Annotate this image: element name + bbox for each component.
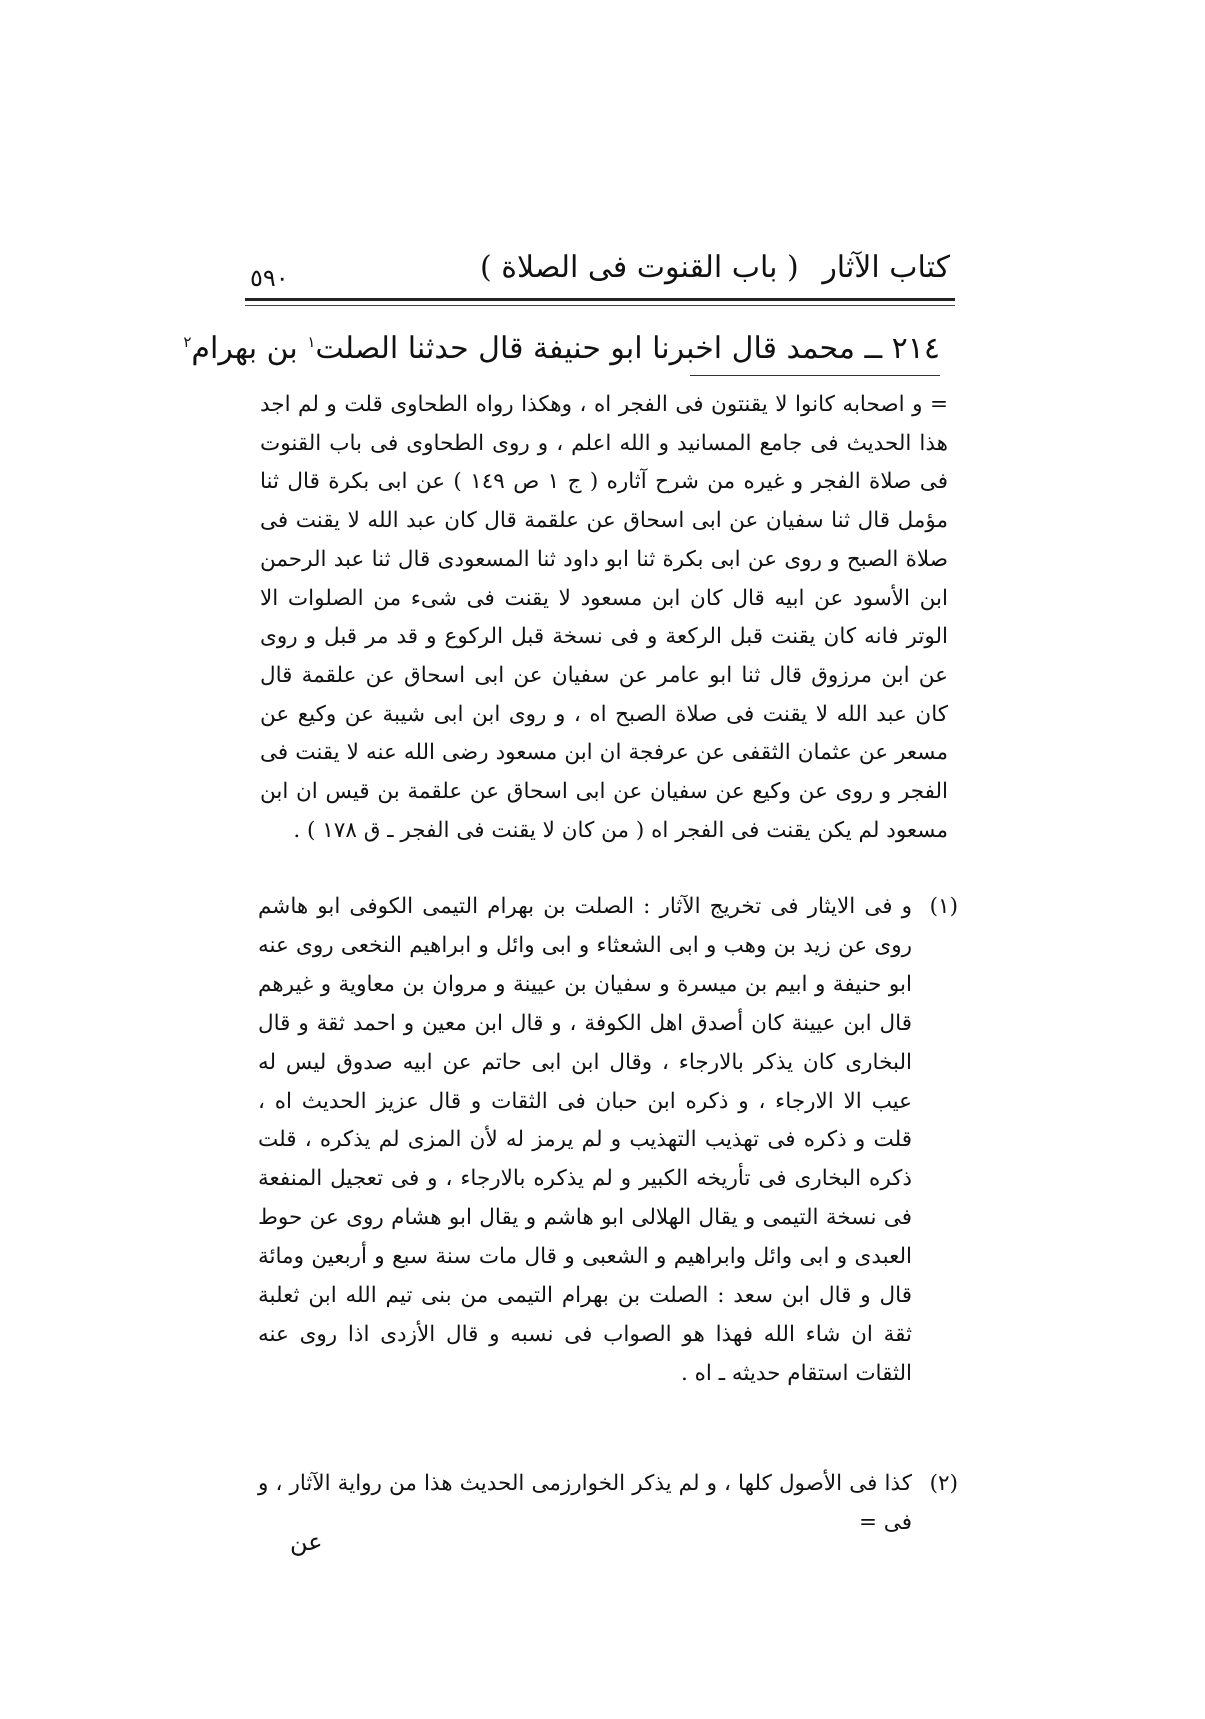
footnote-ref-1: ١ [307,333,316,351]
footnote-text: كذا فى الأصول كلها ، و لم يذكر الخوارزمى الحديث هذا من رواية الآثار ، و فى = [258,1471,912,1535]
footnote-ref-2: ٢ [183,333,192,351]
header-rule-thin [245,305,955,306]
chapter-title: ( باب القنوت فى الصلاة ) [480,250,799,285]
separator-rule [690,375,940,376]
page-header [250,248,950,298]
footnote-text: و فى الايثار فى تخريج الآثار : الصلت بن بهرام التيمى الكوفى ابو هاشم روى عن زيد بن وهب و ابى الشعثاء و ابى وائل و ابراهيم النخعى روى عنه ابو حنيفة و ابيم بن ميسرة و سفيان بن عيينة و مروان بن معاوية و غيرهم قال ابن عيينة كان أصدق اهل الكوفة ، و قال ابن معين و احمد ثقة و قال البخارى كان يذكر بالارجاء ، وقال ابن ابى حاتم عن ابيه صدوق ليس له عيب الا الارجاء ، و ذكره ابن حبان فى الثقات و قال عزيز الحديث اه ، قلت و ذكره فى تهذيب التهذيب و لم يرمز له لأن المزى لم يذكره ، قلت ذكره البخارى فى تأريخه الكبير و لم يذكره بالارجاء ، و فى تعجيل المنفعة فى نسخة التيمى و يقال الهلالى ابو هاشم و يقال ابو هشام روى عن حوط العبدى و ابى وائل وابراهيم و الشعبى و قال مات سنة سبع و أربعين ومائة قال و قال ابن سعد : الصلت بن بهرام التيمى من بنى تيم الله ابن ثعلبة ثقة ان شاء الله فهذا هو الصواب فى نسبه و قال الأزدى اذا روى عنه الثقات استقام حديثه ـ اه . [258,894,912,1386]
footnote-number: (١) [929,894,958,919]
footnote-1 [258,888,958,1394]
hadith-text: ٢١٤ ــ محمد قال اخبرنا ابو حنيفة قال حدثنا الصلت$^١$ بن بهرام$^٢$ [183,331,940,366]
book-title: كتاب الآثار [822,250,950,285]
page-number: ٥٩٠ [250,264,289,292]
catchword: عن [290,1528,323,1556]
header-rule [245,298,955,301]
commentary-text: = و اصحابه كانوا لا يقنتون فى الفجر اه ، وهكذا رواه الطحاوى قلت و لم اجد هذا الحديث فى جامع المسانيد و الله اعلم ، و روى الطحاوى فى باب القنوت فى صلاة الفجر و غيره من شرح آثاره ( ج ١ ص ١٤٩ ) عن ابى بكرة قال ثنا مؤمل قال ثنا سفيان عن ابى اسحاق عن علقمة قال كان عبد الله لا يقنت فى صلاة الصبح و روى عن ابى بكرة ثنا ابو داود ثنا المسعودى قال ثنا عبد الرحمن ابن الأسود عن ابيه قال كان ابن مسعود لا يقنت فى شىء من الصلوات الا الوتر فانه كان يقنت قبل الركعة و فى نسخة قبل الركوع و قد مر قبل و روى عن ابن مرزوق قال ثنا ابو عامر عن سفيان عن ابى اسحاق عن علقمة قال كان عبد الله لا يقنت فى صلاة الصبح اه ، و روى ابن ابى شيبة عن وكيع عن مسعر عن عثمان الثقفى عن عرفجة ان ابن مسعود رضى الله عنه لا يقنت فى الفجر و روى عن وكيع عن سفيان عن ابى اسحاق عن علقمة بن قيس ان ابن مسعود لم يكن يقنت فى الفجر اه ( من كان لا يقنت فى الفجر ـ ق ١٧٨ ) . [260,392,948,843]
footnote-2 [258,1465,958,1543]
footnote-number: (٢) [929,1471,958,1496]
